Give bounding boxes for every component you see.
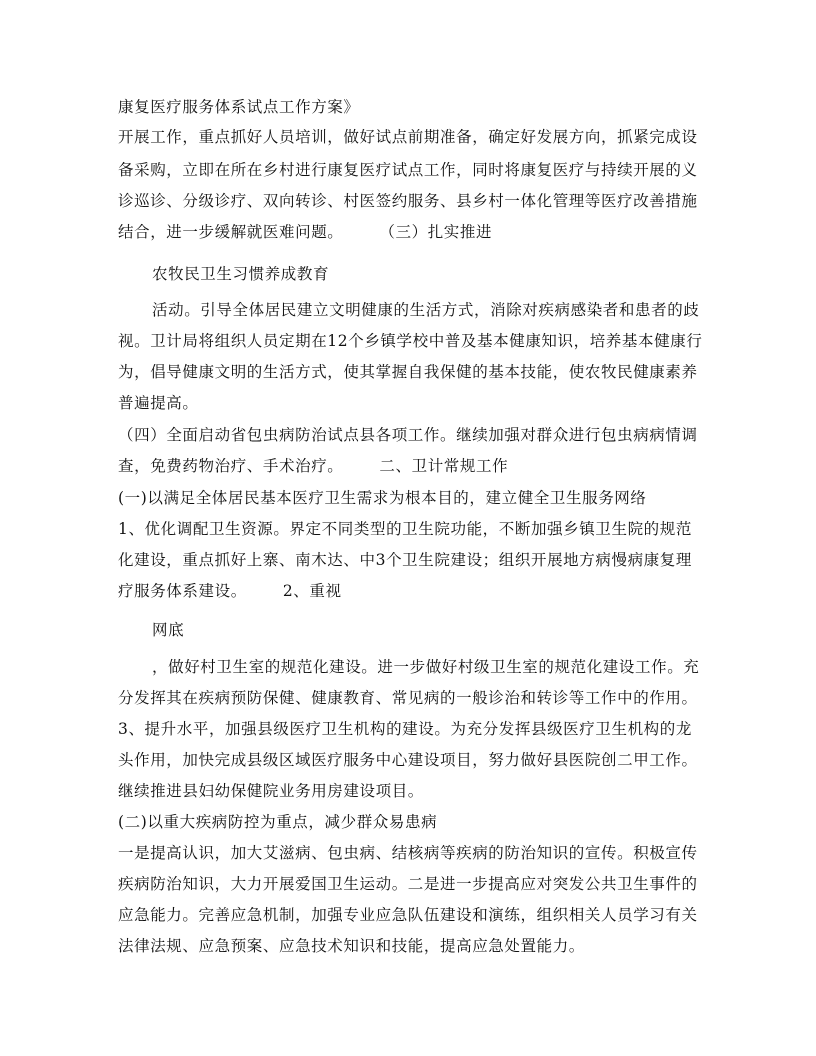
line-text: 结合，进一步缓解就医难问题。 xyxy=(118,223,344,241)
text-line xyxy=(118,780,708,802)
text-line xyxy=(118,424,708,446)
text-line xyxy=(118,221,708,243)
line-text: （四）全面启动省包虫病防治试点县各项工作。继续加强对群众进行包虫病病情调 xyxy=(118,426,698,444)
text-line xyxy=(152,656,742,678)
text-line xyxy=(118,487,708,509)
line-text: 法律法规、应急预案、应急技术知识和技能，提高应急处置能力。 xyxy=(118,937,585,955)
text-line xyxy=(118,718,708,740)
line-text: 继续推进县妇幼保健院业务用房建设项目。 xyxy=(118,782,424,800)
text-line xyxy=(118,549,708,571)
line-text: 普遍提高。 xyxy=(118,394,199,412)
line-text: 疾病防治知识，大力开展爱国卫生运动。二是进一步提高应对突发公共卫生事件的 xyxy=(118,875,698,893)
line-text: 为，倡导健康文明的生活方式，使其掌握自我保健的基本技能，使农牧民健康素养 xyxy=(118,363,698,381)
text-line xyxy=(118,190,708,212)
line-text: 1、优化调配卫生资源。界定不同类型的卫生院功能，不断加强乡镇卫生院的规范 xyxy=(118,520,692,538)
line-text: （三）扎实推进 xyxy=(379,223,493,241)
text-line xyxy=(118,935,708,957)
line-text: 备采购，立即在所在乡村进行康复医疗试点工作，同时将康复医疗与持续开展的义 xyxy=(118,161,698,179)
text-line xyxy=(118,126,708,148)
text-line xyxy=(118,842,708,864)
line-text: 头作用，加快完成县级区域医疗服务中心建设项目，努力做好县医院创二甲工作。 xyxy=(118,751,698,769)
text-line xyxy=(118,455,708,477)
text-line xyxy=(118,518,708,540)
line-text: 查，免费药物治疗、手术治疗。 xyxy=(118,457,344,475)
line-text: 视。卫计局将组织人员定期在12个乡镇学校中普及基本健康知识，培养基本健康行 xyxy=(118,332,703,350)
line-text: (一)以满足全体居民基本医疗卫生需求为根本目的，建立健全卫生服务网络 xyxy=(118,489,647,507)
section-heading xyxy=(152,263,742,285)
line-text: 应急能力。完善应急机制，加强专业应急队伍建设和演练，组织相关人员学习有关 xyxy=(118,906,698,924)
line-text: 2、重视 xyxy=(282,582,342,600)
line-text: 诊巡诊、分级诊疗、双向转诊、村医签约服务、县乡村一体化管理等医疗改善措施 xyxy=(118,192,698,210)
line-text: 一是提高认识，加大艾滋病、包虫病、结核病等疾病的防治知识的宣传。积极宣传 xyxy=(118,844,698,862)
line-text: 化建设，重点抓好上寨、南木达、中3个卫生院建设；组织开展地方病慢病康复理 xyxy=(118,551,692,569)
section-heading xyxy=(152,619,742,641)
line-text: 疗服务体系建设。 xyxy=(118,582,247,600)
line-text: (二)以重大疾病防控为重点，减少群众易患病 xyxy=(118,813,438,831)
line-text: 农牧民卫生习惯养成教育 xyxy=(152,265,330,283)
line-text: 二、卫计常规工作 xyxy=(379,457,509,475)
line-text: 网底 xyxy=(152,621,185,639)
text-line xyxy=(118,361,708,383)
text-line xyxy=(118,873,708,895)
text-line xyxy=(118,159,708,181)
text-line xyxy=(118,687,708,709)
line-text: 3、提升水平，加强县级医疗卫生机构的建设。为充分发挥县级医疗卫生机构的龙 xyxy=(118,720,692,738)
text-line xyxy=(118,96,708,118)
text-line xyxy=(118,904,708,926)
line-text: 康复医疗服务体系试点工作方案》 xyxy=(118,98,360,116)
text-line xyxy=(118,811,708,833)
line-text: 开展工作，重点抓好人员培训，做好试点前期准备，确定好发展方向，抓紧完成设 xyxy=(118,128,698,146)
text-line xyxy=(152,299,742,321)
line-text: 分发挥其在疾病预防保健、健康教育、常见病的一般诊治和转诊等工作中的作用。 xyxy=(118,689,698,707)
text-line xyxy=(118,392,708,414)
text-line xyxy=(118,330,708,352)
text-line xyxy=(118,580,708,602)
line-text: 活动。引导全体居民建立文明健康的生活方式，消除对疾病感染者和患者的歧 xyxy=(152,301,700,319)
line-text: ，做好村卫生室的规范化建设。进一步做好村级卫生室的规范化建设工作。充 xyxy=(152,658,700,676)
text-line xyxy=(118,749,708,771)
